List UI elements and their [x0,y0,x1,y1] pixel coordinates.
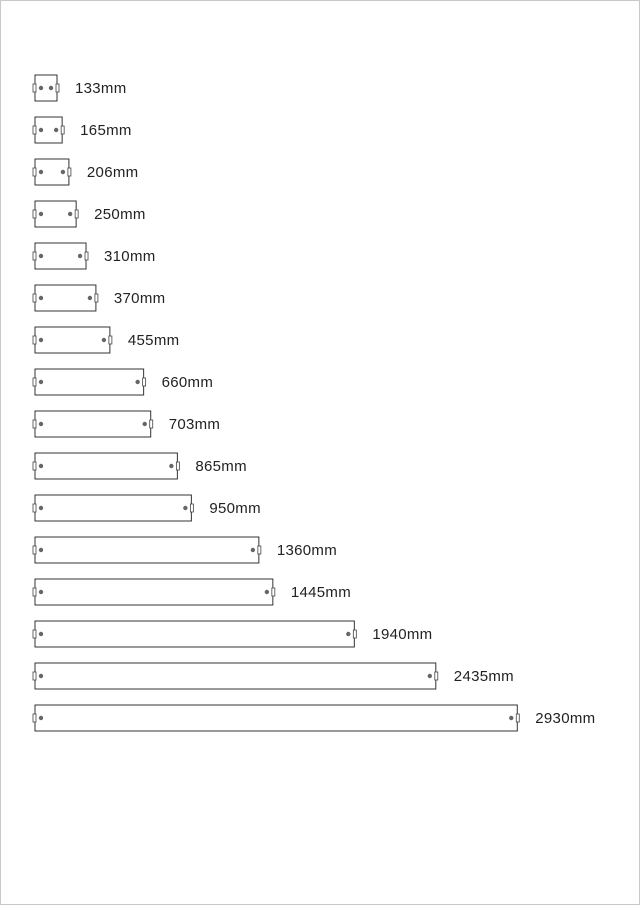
left-mount-pin [39,254,43,258]
left-mount-pin [39,380,43,384]
bar-group-950 [33,495,261,521]
bar-950 [35,495,191,521]
left-end-cap [33,672,36,680]
left-end-cap [33,630,36,638]
left-end-cap [33,294,36,302]
right-mount-pin [61,170,65,174]
right-mount-pin [265,590,269,594]
size-label-206: 206mm [86,164,139,181]
right-mount-pin [169,464,173,468]
bar-group-455 [33,327,179,353]
left-mount-pin [39,128,43,132]
left-mount-pin [39,86,43,90]
right-mount-pin [251,548,255,552]
left-mount-pin [39,338,43,342]
left-end-cap [33,378,36,386]
left-mount-pin [39,590,43,594]
size-label-165: 165mm [80,122,132,139]
bar-group-2435 [33,663,514,689]
bar-group-865 [33,453,247,479]
size-label-2435: 2435mm [453,668,514,685]
bar-group-660 [33,369,213,395]
left-end-cap [33,336,36,344]
bar-2435 [35,663,436,689]
bar-group-206 [33,159,138,185]
bar-1940 [35,621,354,647]
right-end-cap [75,210,78,218]
right-mount-pin [54,128,58,132]
bar-group-2930 [33,705,595,731]
size-label-455: 455mm [127,332,180,349]
right-mount-pin [183,506,187,510]
right-end-cap [353,630,356,638]
left-mount-pin [39,422,43,426]
right-end-cap [258,546,261,554]
bar-660 [35,369,144,395]
size-label-2930: 2930mm [535,710,596,727]
bar-group-703 [33,411,220,437]
right-end-cap [150,420,153,428]
right-end-cap [56,84,59,92]
bar-1445 [35,579,273,605]
right-end-cap [190,504,193,512]
left-mount-pin [39,296,43,300]
size-label-1940: 1940mm [372,626,433,643]
bar-group-250 [33,201,146,227]
bar-1360 [35,537,259,563]
right-mount-pin [509,716,513,720]
right-end-cap [272,588,275,596]
right-end-cap [85,252,88,260]
size-label-950: 950mm [209,500,261,517]
bar-group-370 [33,285,165,311]
bar-455 [35,327,110,353]
left-mount-pin [39,464,43,468]
bar-group-1940 [33,621,432,647]
right-mount-pin [78,254,82,258]
right-end-cap [109,336,112,344]
left-mount-pin [39,632,43,636]
left-mount-pin [39,170,43,174]
left-end-cap [33,252,36,260]
left-end-cap [33,168,36,176]
left-mount-pin [39,548,43,552]
size-label-370: 370mm [113,290,166,307]
left-end-cap [33,546,36,554]
bar-370 [35,285,96,311]
size-label-1360: 1360mm [276,542,338,559]
left-end-cap [33,504,36,512]
bar-group-1445 [33,579,351,605]
bar-group-133 [33,75,127,101]
size-label-703: 703mm [168,416,221,433]
left-end-cap [33,462,36,470]
right-end-cap [95,294,98,302]
right-end-cap [68,168,71,176]
bar-group-310 [33,243,156,269]
size-label-250: 250mm [94,206,146,223]
bar-133 [35,75,57,101]
left-end-cap [33,714,36,722]
size-label-310: 310mm [104,248,156,265]
size-label-865: 865mm [195,458,247,475]
bar-865 [35,453,177,479]
left-mount-pin [39,674,43,678]
size-label-1445: 1445mm [290,584,352,601]
bar-703 [35,411,151,437]
right-mount-pin [346,632,350,636]
left-end-cap [33,126,36,134]
right-mount-pin [49,86,53,90]
left-end-cap [33,210,36,218]
left-mount-pin [39,212,43,216]
right-end-cap [176,462,179,470]
left-end-cap [33,588,36,596]
left-end-cap [33,420,36,428]
left-mount-pin [39,506,43,510]
bar-group-165 [33,117,132,143]
right-end-cap [143,378,146,386]
left-end-cap [33,84,36,92]
size-label-660: 660mm [161,374,214,391]
right-mount-pin [428,674,432,678]
left-mount-pin [39,716,43,720]
right-mount-pin [68,212,72,216]
length-diagram [1,1,639,904]
right-mount-pin [143,422,147,426]
right-mount-pin [135,380,139,384]
right-end-cap [435,672,438,680]
bar-group-1360 [33,537,337,563]
size-label-133: 133mm [75,80,127,97]
bar-2930 [35,705,517,731]
right-mount-pin [88,296,92,300]
right-end-cap [61,126,64,134]
right-end-cap [516,714,519,722]
right-mount-pin [102,338,106,342]
